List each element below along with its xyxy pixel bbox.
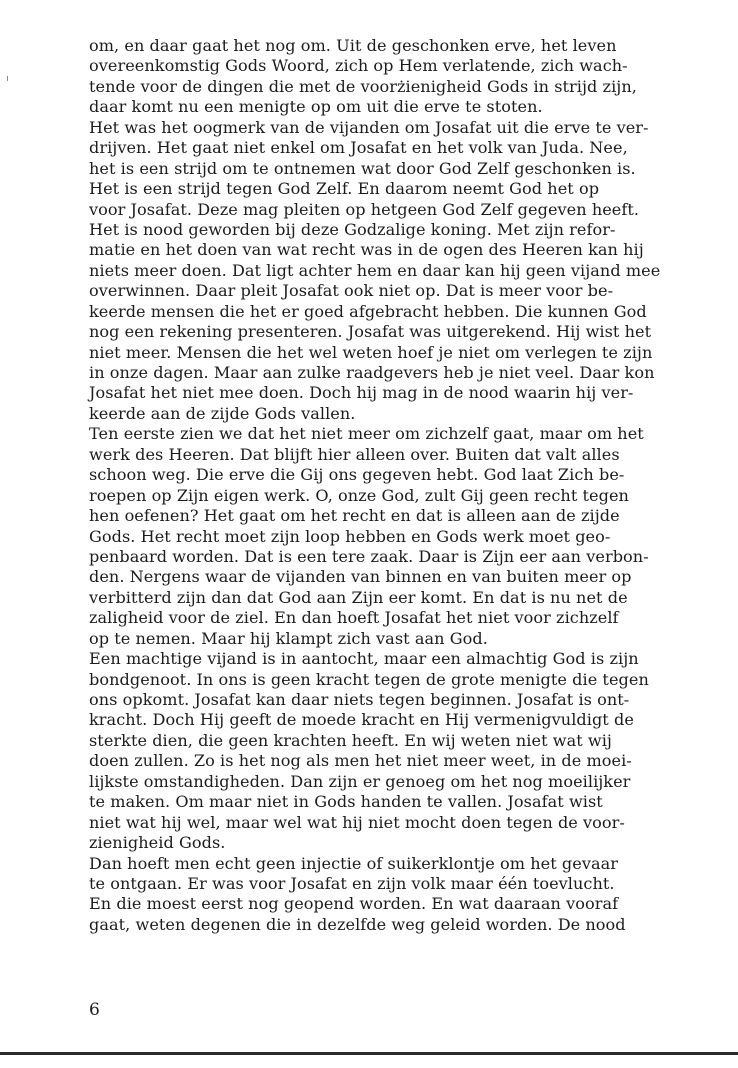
text-line: zaligheid voor de ziel. En dan hoeft Josafat het niet voor zichzelf — [89, 608, 619, 628]
text-line: te ontgaan. Er was voor Josafat en zijn volk maar één toevlucht. — [89, 873, 615, 893]
text-line: roepen op Zijn eigen werk. O, onze God, zult Gij geen recht tegen — [89, 485, 629, 505]
text-line: kracht. Doch Hij geeft de moede kracht en Hij vermenigvuldigt de — [89, 710, 634, 730]
body-text — [89, 36, 729, 935]
text-line: overeenkomstig Gods Woord, zich op Hem verlatende, zich wach- — [89, 56, 628, 76]
text-line: keerde aan de zijde Gods vallen. — [89, 403, 356, 423]
text-line: drijven. Het gaat niet enkel om Josafat en het volk van Juda. Nee, — [89, 138, 628, 158]
text-line: Gods. Het recht moet zijn loop hebben en Gods werk moet geo- — [89, 526, 611, 546]
text-line: matie en het doen van wat recht was in de ogen des Heeren kan hij — [89, 240, 644, 260]
text-line: Dan hoeft men echt geen injectie of suikerklontje om het gevaar — [89, 853, 619, 873]
text-line: daar komt nu een menigte op om uit die erve te stoten. — [89, 97, 543, 117]
margin-mark — [7, 76, 8, 81]
text-line: En die moest eerst nog geopend worden. En wat daaraan vooraf — [89, 894, 619, 914]
text-line: gaat, weten degenen die in dezelfde weg geleid worden. De nood — [89, 914, 626, 934]
bottom-rule — [0, 1052, 738, 1055]
text-line: Het is een strijd tegen God Zelf. En daarom neemt God het op — [89, 179, 600, 199]
text-line: tende voor de dingen die met de voorżienigheid Gods in strijd zijn, — [89, 76, 637, 96]
text-line: te maken. Om maar niet in Gods handen te vallen. Josafat wist — [89, 792, 603, 812]
text-line: Het is nood geworden bij deze Godzalige koning. Met zijn refor- — [89, 219, 616, 239]
text-line: zienigheid Gods. — [89, 833, 226, 853]
text-line: op te nemen. Maar hij klampt zich vast aan God. — [89, 628, 488, 648]
text-line: niet meer. Mensen die het wel weten hoef je niet om verlegen te zijn — [89, 342, 653, 362]
text-line: den. Nergens waar de vijanden van binnen en van buiten meer op — [89, 567, 632, 587]
text-line: om, en daar gaat het nog om. Uit de geschonken erve, het leven — [89, 36, 617, 55]
text-line: overwinnen. Daar pleit Josafat ook niet op. Dat is meer voor be- — [89, 281, 614, 301]
text-line: hen oefenen? Het gaat om het recht en dat is alleen aan de zijde — [89, 506, 620, 526]
text-line: in onze dagen. Maar aan zulke raadgevers heb je niet veel. Daar kon — [89, 363, 655, 382]
page-number: 6 — [89, 1000, 100, 1020]
text-line: sterkte dien, die geen krachten heeft. En wij weten niet wat wij — [89, 730, 612, 750]
text-line: Josafat het niet mee doen. Doch hij mag in de nood waarin hij ver- — [89, 383, 634, 403]
text-line: schoon weg. Die erve die Gij ons gegeven hebt. God laat Zich be- — [89, 465, 625, 485]
text-line: werk des Heeren. Dat blijft hier alleen over. Buiten dat valt alles — [89, 444, 620, 464]
text-line: keerde mensen die het er goed afgebracht hebben. Die kunnen God — [89, 301, 647, 321]
text-line: Een machtige vijand is in aantocht, maar een almachtig God is zijn — [89, 649, 639, 669]
text-line: Ten eerste zien we dat het niet meer om zichzelf gaat, maar om het — [89, 424, 644, 444]
text-line: ons opkomt. Josafat kan daar niets tegen beginnen. Josafat is ont- — [89, 690, 630, 709]
text-line: doen zullen. Zo is het nog als men het niet meer weet, in de moei- — [89, 751, 632, 771]
text-line: penbaard worden. Dat is een tere zaak. Daar is Zijn eer aan verbon- — [89, 546, 649, 566]
text-line: het is een strijd om te ontnemen wat door God Zelf geschonken is. — [89, 158, 636, 178]
text-line: bondgenoot. In ons is geen kracht tegen de grote menigte die tegen — [89, 669, 649, 689]
text-line: niet wat hij wel, maar wel wat hij niet mocht doen tegen de voor- — [89, 812, 625, 832]
text-line: lijkste omstandigheden. Dan zijn er genoeg om het nog moeilijker — [89, 771, 631, 791]
text-line: voor Josafat. Deze mag pleiten op hetgeen God Zelf gegeven heeft. — [89, 199, 640, 219]
text-line: niets meer doen. Dat ligt achter hem en daar kan hij geen vijand mee — [89, 260, 661, 280]
text-line: Het was het oogmerk van de vijanden om Josafat uit die erve te ver- — [89, 117, 649, 137]
text-line: nog een rekening presenteren. Josafat was uitgerekend. Hij wist het — [89, 322, 652, 342]
text-line: verbitterd zijn dan dat God aan Zijn eer komt. En dat is nu net de — [89, 587, 628, 607]
